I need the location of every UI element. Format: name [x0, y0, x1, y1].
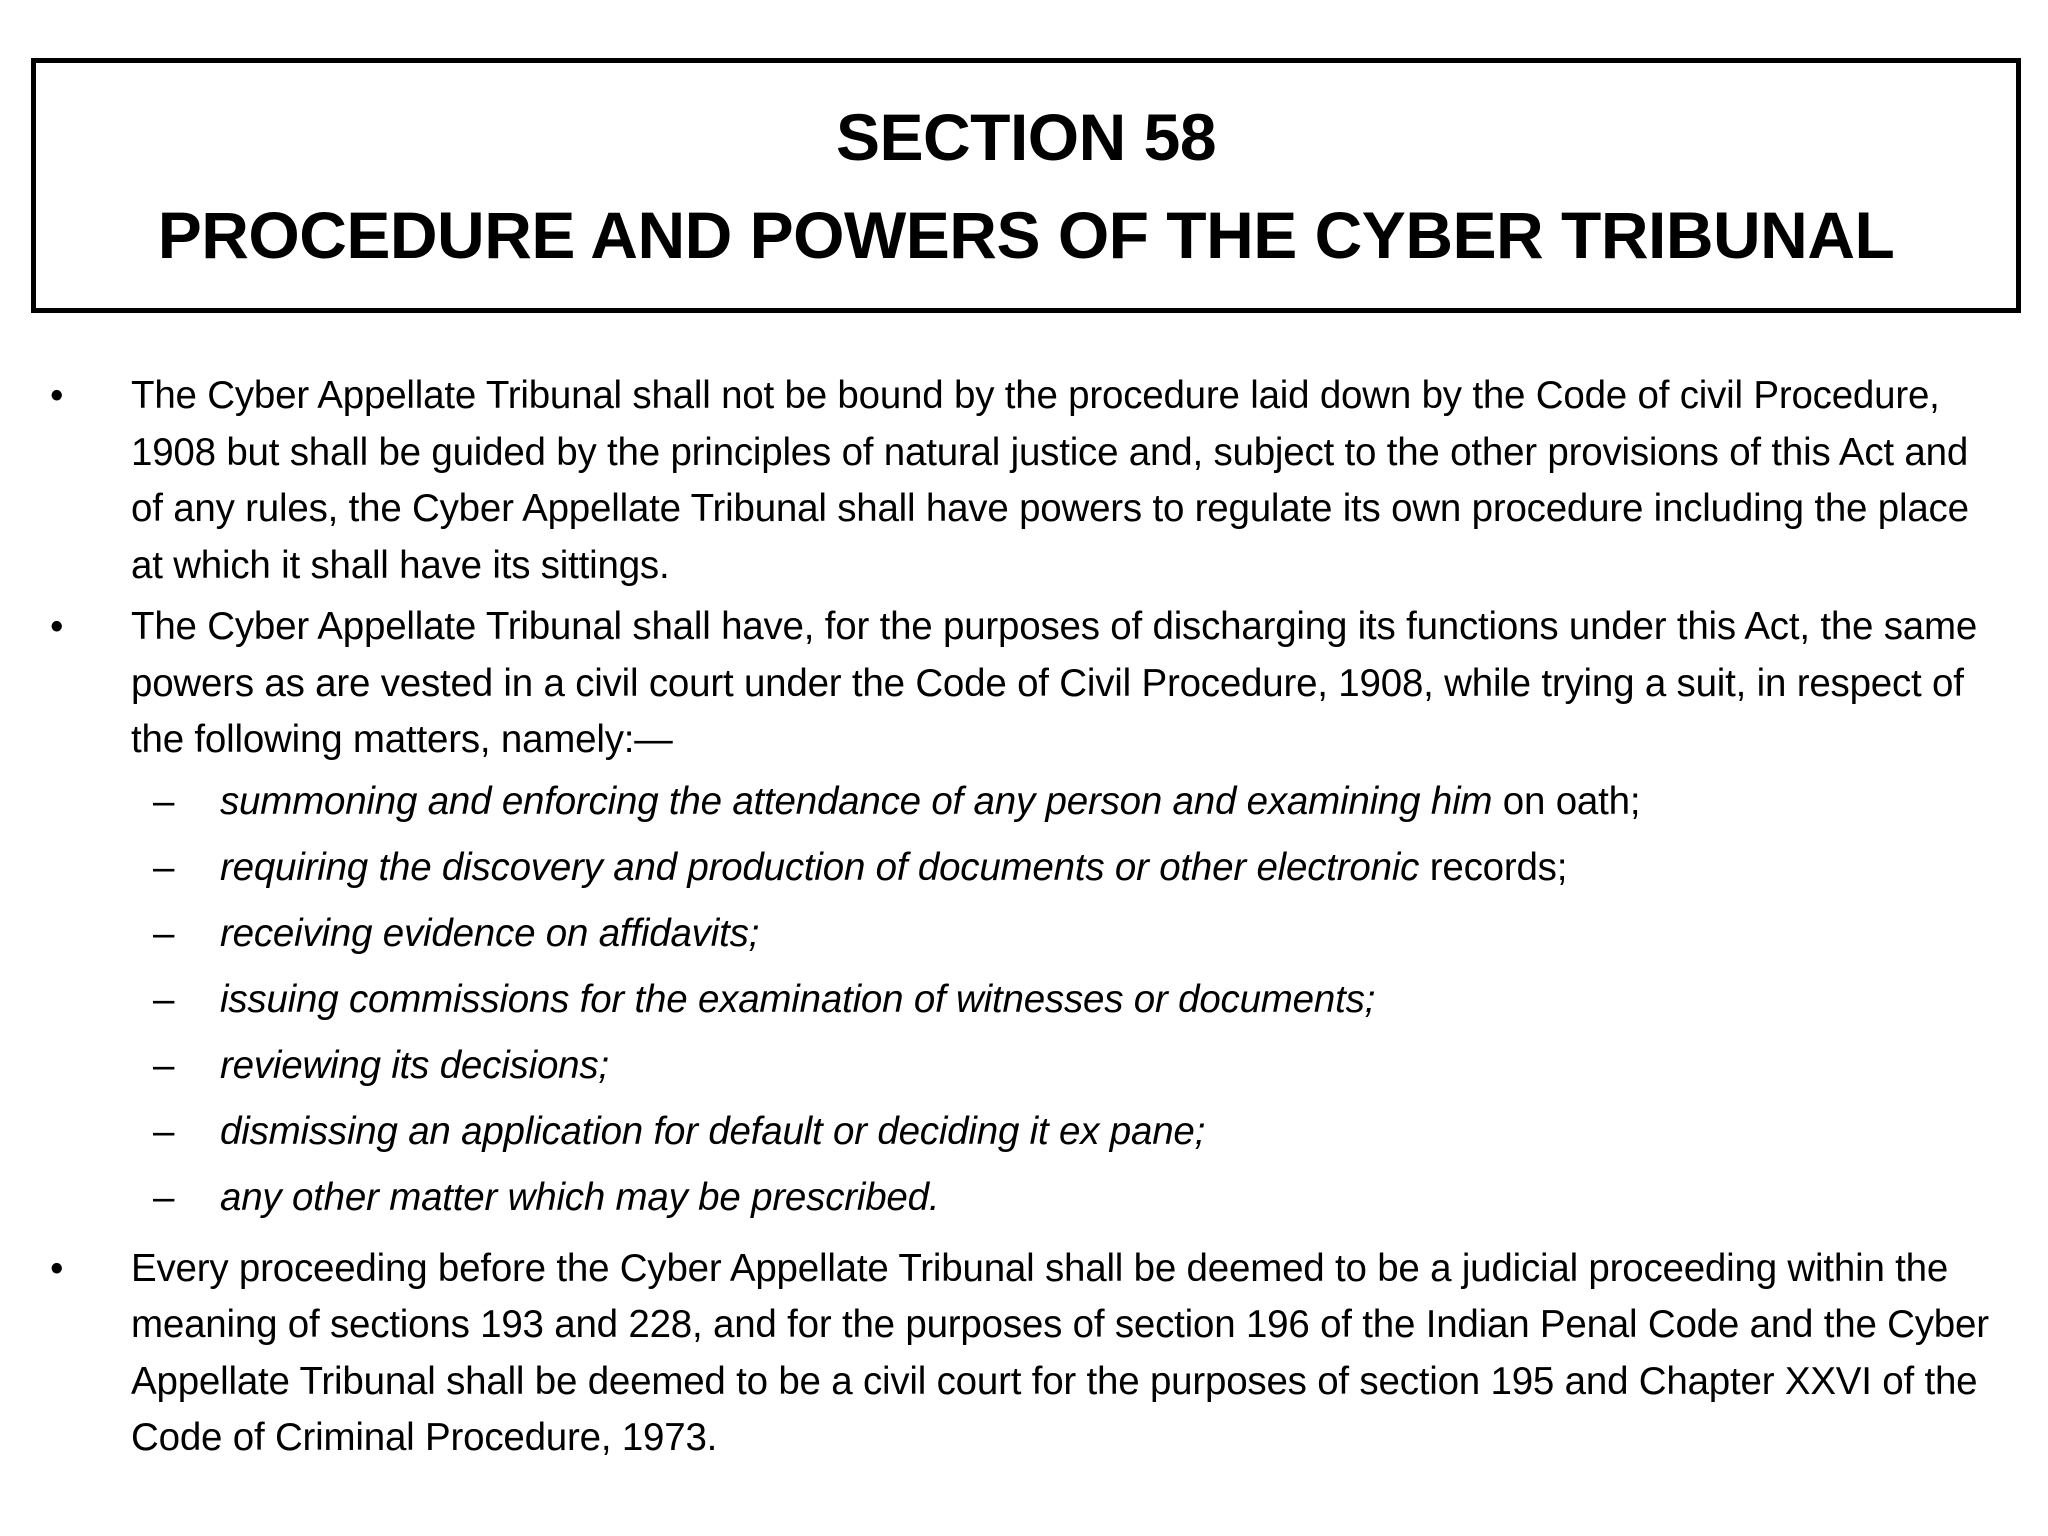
dash-marker: –: [153, 779, 175, 823]
dash-marker: –: [153, 977, 175, 1021]
list-item: [0, 906, 2048, 972]
dash-marker: –: [153, 1109, 175, 1153]
list-item-italic-text: issuing commissions for the examination of witnesses or documents;: [220, 977, 1376, 1021]
section-title-heading: PROCEDURE AND POWERS OF THE CYBER TRIBUNAL: [157, 197, 1895, 272]
bullet-marker: •: [50, 605, 64, 648]
bullet-text: Every proceeding before the Cyber Appellate Tribunal shall be deemed to be a judicial proceeding within the meaning of sections 193 and 228, and for the purposes of section 196 of the Indian Penal Code and the Cyber Appellate Tribunal shall be deemed to be a civil court for the purposes of section 195 and Chapter XXVI of the Code of Criminal Procedure, 1973.: [131, 1246, 1989, 1459]
bullet-text: The Cyber Appellate Tribunal shall have, for the purposes of discharging its functions under this Act, the same powers as are vested in a civil court under the Code of Civil Procedure, 1908, while trying a suit, in respect of the following matters, namely:—: [131, 605, 1978, 761]
matters-list: [0, 774, 2048, 1236]
list-item-italic-text: requiring the discovery and production of documents or other electronic: [220, 845, 1420, 889]
dash-marker: –: [153, 1043, 175, 1087]
title-box: [31, 58, 2021, 313]
section-body: [0, 368, 2048, 1472]
dash-marker: –: [153, 911, 175, 955]
bullet-text: The Cyber Appellate Tribunal shall not be bound by the procedure laid down by the Code of civil Procedure, 1908 but shall be guided by the principles of natural justice and, subject to the other provisions of this Act and of any rules, the Cyber Appellate Tribunal shall have powers to regulate its own procedure including the place at which it shall have its sittings.: [131, 374, 1969, 587]
bullet-item: [0, 368, 2048, 594]
list-item-italic-text: any other matter which may be prescribed.: [220, 1175, 940, 1219]
bullet-item: [0, 599, 2048, 769]
list-item: [0, 1170, 2048, 1236]
list-item-italic-text: receiving evidence on affidavits;: [220, 911, 760, 955]
list-item-normal-text: records;: [1419, 845, 1568, 889]
list-item-italic-text: reviewing its decisions;: [220, 1043, 609, 1087]
section-number-heading: SECTION 58: [835, 99, 1217, 174]
list-item: [0, 1104, 2048, 1170]
list-item: [0, 774, 2048, 840]
list-item: [0, 972, 2048, 1038]
dash-marker: –: [153, 1175, 175, 1219]
list-item: [0, 840, 2048, 906]
bullet-marker: •: [50, 374, 64, 417]
bullet-item: [0, 1241, 2048, 1467]
list-item-normal-text: on oath;: [1492, 779, 1641, 823]
bullet-marker: •: [50, 1246, 64, 1290]
dash-marker: –: [153, 845, 175, 889]
list-item-italic-text: summoning and enforcing the attendance of any person and examining him: [220, 779, 1493, 823]
list-item: [0, 1038, 2048, 1104]
list-item-italic-text: dismissing an application for default or deciding it ex pane;: [220, 1109, 1206, 1153]
